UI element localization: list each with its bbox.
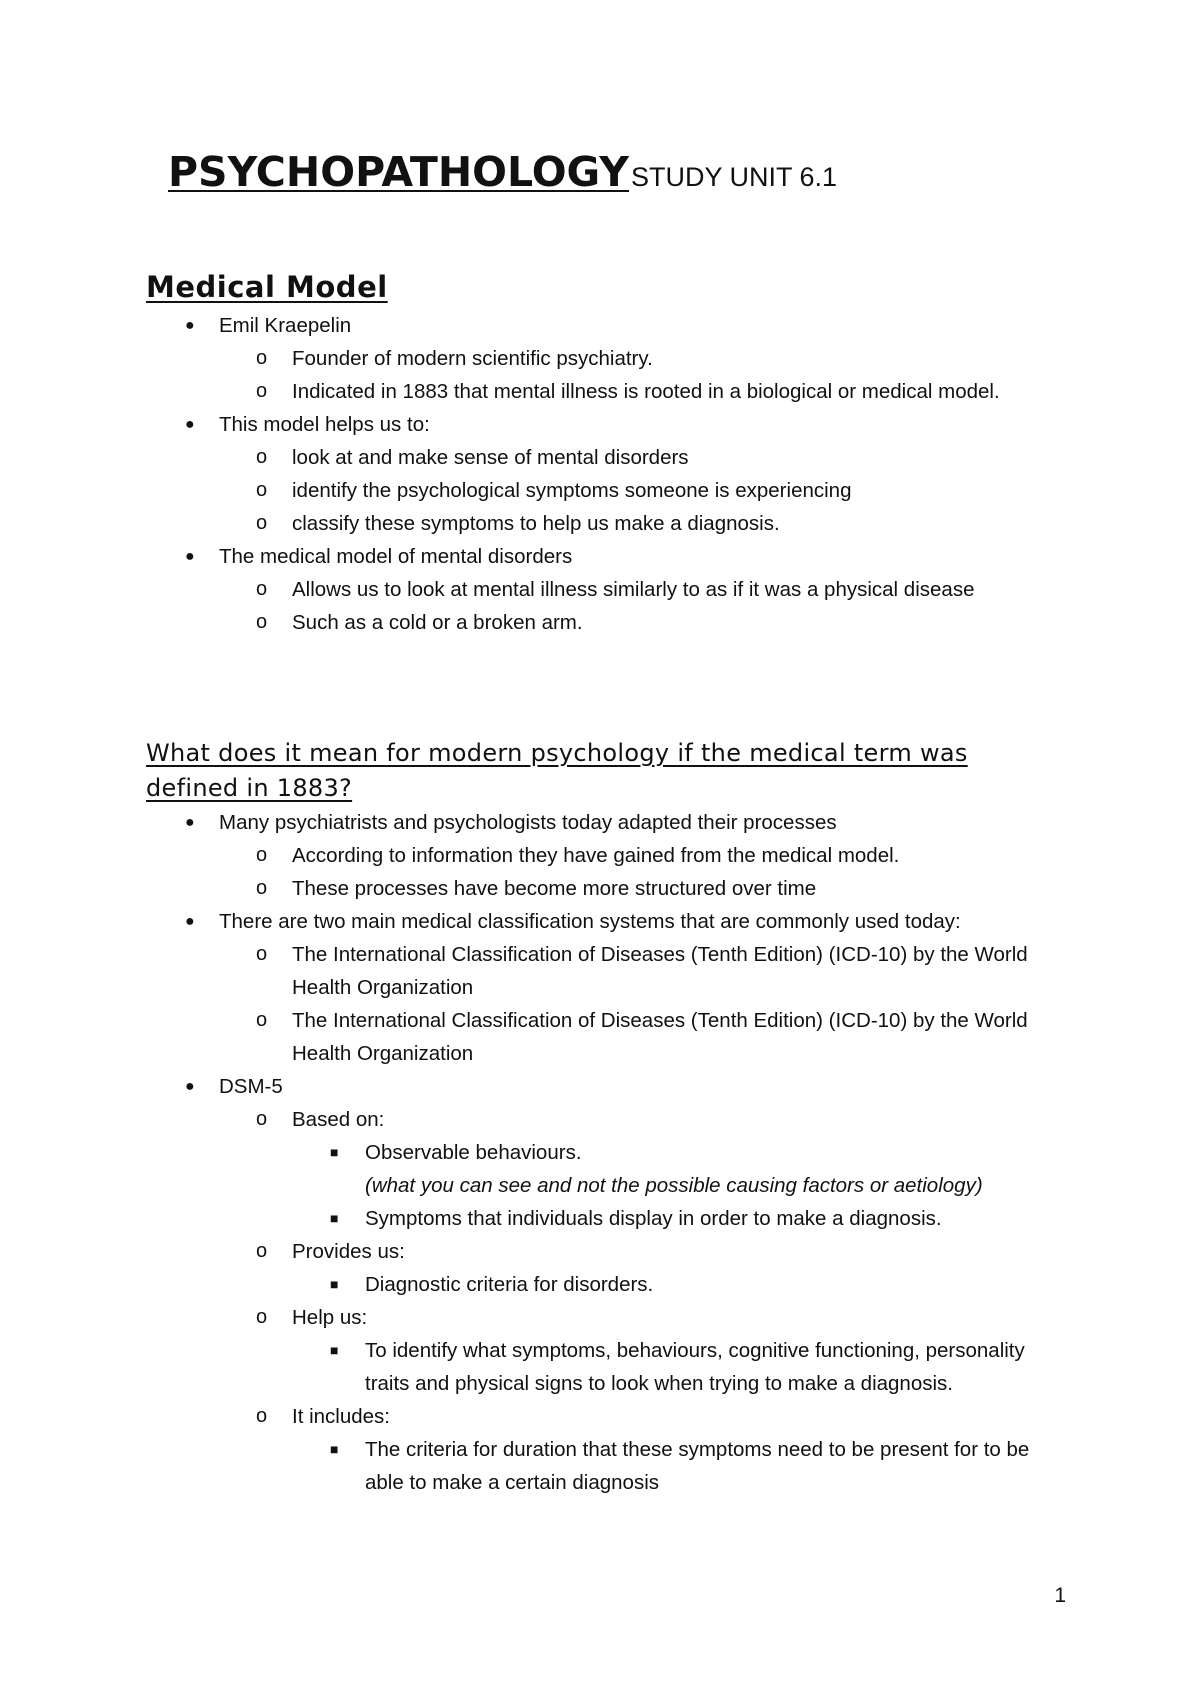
list-item xyxy=(0,872,1032,905)
list-item xyxy=(0,606,1032,639)
filled-circle-bullet-icon: ● xyxy=(185,1078,195,1095)
hollow-circle-bullet-icon: o xyxy=(256,1009,268,1031)
list-item xyxy=(0,474,1032,507)
list-item xyxy=(0,408,1200,441)
list-item-text: Allows us to look at mental illness similarly to as if it was a physical disease xyxy=(292,578,975,601)
list-item xyxy=(0,1268,1045,1301)
section-heading-modern-psychology: What does it mean for modern psychology if the medical term was defined in 1883? xyxy=(146,739,968,802)
list-item-text: Help us: xyxy=(292,1306,368,1329)
hollow-circle-bullet-icon: o xyxy=(256,1108,268,1130)
square-bullet-icon: ■ xyxy=(330,1276,339,1292)
title-subtitle: STUDY UNIT 6.1 xyxy=(631,162,838,192)
list-item xyxy=(0,309,1200,342)
page-number: 1 xyxy=(1054,1584,1066,1607)
filled-circle-bullet-icon: ● xyxy=(185,548,195,565)
list-item-text: Provides us: xyxy=(292,1240,405,1263)
list-item-text: It includes: xyxy=(292,1405,390,1428)
list-item-text: Observable behaviours. xyxy=(365,1141,582,1164)
list-item xyxy=(0,1004,1032,1070)
list-item-text: Emil Kraepelin xyxy=(219,314,352,337)
filled-circle-bullet-icon: ● xyxy=(185,317,195,334)
hollow-circle-bullet-icon: o xyxy=(256,479,268,501)
hollow-circle-bullet-icon: o xyxy=(256,844,268,866)
hollow-circle-bullet-icon: o xyxy=(256,347,268,369)
list-item-text: According to information they have gained from the medical model. xyxy=(292,844,900,867)
list-item-text: Diagnostic criteria for disorders. xyxy=(365,1273,654,1296)
list-item xyxy=(0,441,1032,474)
hollow-circle-bullet-icon: o xyxy=(256,380,268,402)
list-item-text: The medical model of mental disorders xyxy=(219,545,573,568)
list-item-text: Based on: xyxy=(292,1108,385,1131)
list-item-text: Symptoms that individuals display in order to make a diagnosis. xyxy=(365,1207,942,1230)
hollow-circle-bullet-icon: o xyxy=(256,1306,268,1328)
list-item xyxy=(0,342,1032,375)
document-title xyxy=(168,148,837,196)
list-item-text: The International Classification of Diseases (Tenth Edition) (ICD-10) by the World Health Organization xyxy=(292,1009,1028,1065)
list-item-text: These processes have become more structured over time xyxy=(292,877,817,900)
filled-circle-bullet-icon: ● xyxy=(185,913,195,930)
list-item xyxy=(0,1103,1032,1136)
hollow-circle-bullet-icon: o xyxy=(256,1405,268,1427)
hollow-circle-bullet-icon: o xyxy=(256,611,268,633)
list-item xyxy=(0,806,1200,839)
section-heading-medical-model: Medical Model xyxy=(146,270,388,304)
list-item xyxy=(0,1136,1045,1202)
list-item xyxy=(0,1301,1032,1334)
list-item xyxy=(0,1400,1032,1433)
list-item-text: Many psychiatrists and psychologists today adapted their processes xyxy=(219,811,837,834)
list-item-text: The criteria for duration that these symptoms need to be present for to be able to make a certain diagnosis xyxy=(365,1438,1030,1494)
list-item xyxy=(0,540,1200,573)
list-item xyxy=(0,839,1032,872)
square-bullet-icon: ■ xyxy=(330,1144,339,1160)
list-item-text: Founder of modern scientific psychiatry. xyxy=(292,347,653,370)
list-item xyxy=(0,905,1200,938)
list-item-text: look at and make sense of mental disorders xyxy=(292,446,689,469)
filled-circle-bullet-icon: ● xyxy=(185,814,195,831)
list-item xyxy=(0,938,1032,1004)
hollow-circle-bullet-icon: o xyxy=(256,943,268,965)
list-item xyxy=(0,1070,1200,1103)
list-item-text: There are two main medical classification systems that are commonly used today: xyxy=(219,910,961,933)
list-item-text: To identify what symptoms, behaviours, cognitive functioning, personality traits and physical signs to look when trying to make a diagnosis. xyxy=(365,1339,1025,1395)
section2-list xyxy=(0,806,1200,1499)
list-item xyxy=(0,375,1032,408)
hollow-circle-bullet-icon: o xyxy=(256,1240,268,1262)
hollow-circle-bullet-icon: o xyxy=(256,877,268,899)
square-bullet-icon: ■ xyxy=(330,1441,339,1457)
list-item xyxy=(0,1235,1032,1268)
list-item xyxy=(0,1334,1045,1400)
section1-list xyxy=(0,309,1200,639)
hollow-circle-bullet-icon: o xyxy=(256,578,268,600)
square-bullet-icon: ■ xyxy=(330,1210,339,1226)
hollow-circle-bullet-icon: o xyxy=(256,512,268,534)
title-main: PSYCHOPATHOLOGY xyxy=(168,148,629,196)
filled-circle-bullet-icon: ● xyxy=(185,416,195,433)
list-item-text: Such as a cold or a broken arm. xyxy=(292,611,583,634)
hollow-circle-bullet-icon: o xyxy=(256,446,268,468)
list-item-text: This model helps us to: xyxy=(219,413,430,436)
list-item-text: Indicated in 1883 that mental illness is rooted in a biological or medical model. xyxy=(292,380,1000,403)
list-item xyxy=(0,1202,1045,1235)
square-bullet-icon: ■ xyxy=(330,1342,339,1358)
list-item xyxy=(0,573,1032,606)
list-item-text: DSM-5 xyxy=(219,1075,283,1098)
italic-note: (what you can see and not the possible causing factors or aetiology) xyxy=(365,1174,983,1197)
list-item-text: classify these symptoms to help us make a diagnosis. xyxy=(292,512,780,535)
list-item-text: identify the psychological symptoms someone is experiencing xyxy=(292,479,852,502)
list-item xyxy=(0,1433,1045,1499)
list-item xyxy=(0,507,1032,540)
list-item-text: The International Classification of Diseases (Tenth Edition) (ICD-10) by the World Health Organization xyxy=(292,943,1028,999)
